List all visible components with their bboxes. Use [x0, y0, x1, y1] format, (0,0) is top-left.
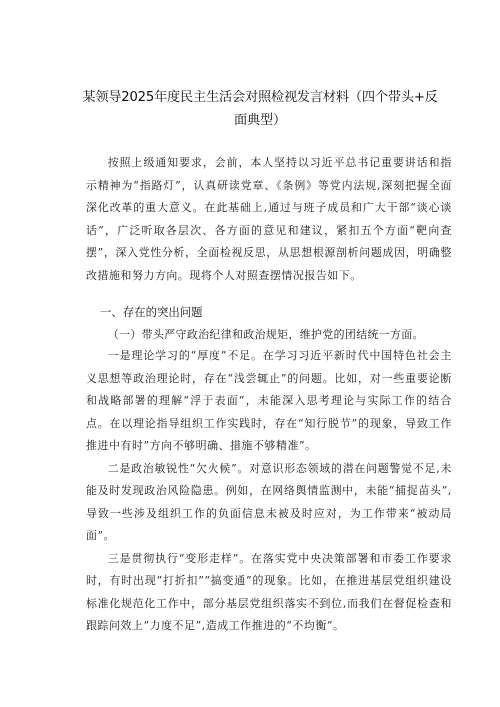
intro-block	[86, 152, 452, 289]
intro-paragraph: 按照上级通知要求，会前，本人坚持以习近平总书记重要讲话和指示精神为“指路灯”，认真研读党章、《条例》等党内法规,深刻把握全面深化改革的重大意义。在此基础上,通过与班子成员和广大干部“谈心谈话”，广泛听取各层次、各方面的意见和建议，紧扣五个方面“靶向查摆”，深入党性分析，全面检视反思，从思想根源剖析问题成因，明确整改措施和努力方向。现将个人对照查摆情况报告如下。	[86, 156, 452, 282]
problem-paragraph: 三是贯彻执行“变形走样”。在落实党中央决策部署和市委工作要求时，有时出现“打折扣”“搞变通”的现象。比如，在推进基层党组织建设标准化规范化工作中，部分基层党组织落实不到位,而我们在督促检查和跟踪问效上“力度不足”,造成工作推进的“不均衡”。	[86, 551, 452, 632]
document-title: 某领导2025年度民主生活会对照检视发言材料（四个带头+反面典型）	[82, 90, 438, 128]
problem-paragraph: 一是理论学习的“厚度”不足。在学习习近平新时代中国特色社会主义思想等政治理论时，存在“浅尝辄止”的问题。比如，对一些重要论断和战略部署的理解“浮于表面”，未能深入思考理论与实际工作的结合点。在以理论指导组织工作实践时，存在“知行脱节”的现象，导致工作推进中有时”方向不够明确、措施不够精准”。	[86, 349, 452, 452]
problem-paragraph: 二是政治敏锐性“欠火候”。对意识形态领域的潜在问题警觉不足,未能及时发现政治风险隐患。例如，在网络舆情监测中，未能“捕捉苗头”,导致一些涉及组织工作的负面信息未被及时应对，为工作带来“被动局面”。	[86, 461, 452, 542]
section-heading: 一、存在的突出问题	[100, 305, 203, 319]
subsection-heading: （一）带头严守政治纪律和政治规矩，维护党的团结统一方面。	[107, 328, 424, 341]
problem-list	[86, 345, 452, 638]
